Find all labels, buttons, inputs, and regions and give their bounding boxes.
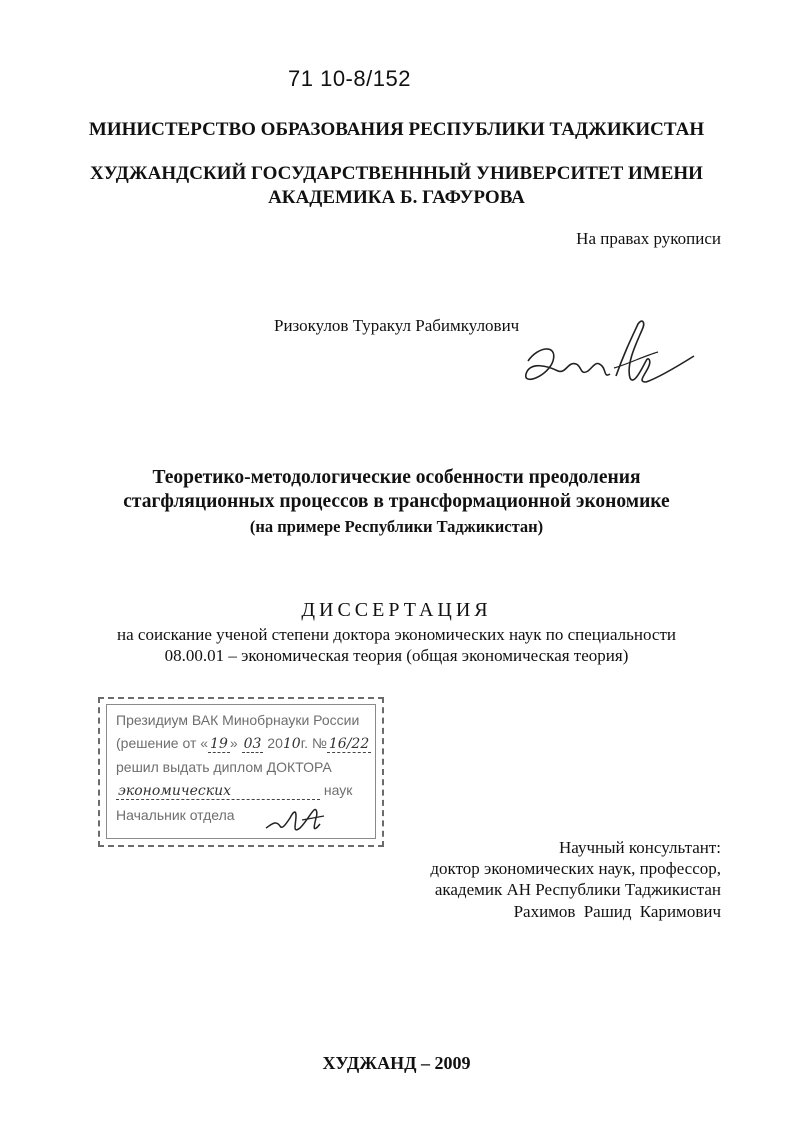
city-year: ХУДЖАНД – 2009 — [322, 1053, 471, 1073]
stamp-line3: решил выдать диплом ДОКТОРА — [116, 759, 332, 775]
registration-code: 71 10-8/152 — [288, 66, 411, 91]
advisor-name: Рахимов Рашид Каримович — [513, 902, 721, 921]
stamp-signature — [262, 804, 334, 838]
author-name: Ризокулов Туракул Рабимкулович — [274, 316, 520, 335]
author-signature — [518, 316, 698, 396]
ministry-heading: МИНИСТЕРСТВО ОБРАЗОВАНИЯ РЕСПУБЛИКИ ТАДЖИКИСТАН — [88, 119, 705, 140]
stamp-year-prefix: 20 — [267, 735, 283, 751]
stamp-day: 19 — [210, 736, 228, 752]
university-heading-line1: ХУДЖАНДСКИЙ ГОСУДАРСТВЕНННЫЙ УНИВЕРСИТЕТ ИМЕНИ — [90, 163, 703, 184]
stamp-line2 — [116, 735, 371, 752]
document-type: ДИССЕРТАЦИЯ — [301, 599, 492, 621]
stamp-quote-close: » — [229, 735, 238, 751]
advisor-title2: академик АН Республики Таджикистан — [434, 880, 721, 899]
university-heading-line2: АКАДЕМИКА Б. ГАФУРОВА — [268, 187, 525, 208]
stamp-line1: Президиум ВАК Минобрнауки России — [116, 712, 360, 728]
stamp-year: 10 — [282, 736, 301, 752]
degree-line1: на соискание ученой степени доктора экономических наук по специальности — [117, 625, 676, 644]
title-line1: Теоретико-методологические особенности преодоления — [152, 467, 641, 488]
stamp-month: 03 — [243, 736, 262, 752]
stamp-decision-prefix: (решение от « — [116, 735, 209, 751]
advisor-title1: доктор экономических наук, профессор, — [430, 859, 721, 878]
degree-line2: 08.00.01 – экономическая теория (общая экономическая теория) — [164, 646, 629, 665]
stamp-number-label: г. № — [300, 735, 327, 751]
stamp-line4 — [116, 782, 352, 800]
rights-note: На правах рукописи — [576, 229, 721, 248]
advisor-label: Научный консультант: — [559, 838, 721, 857]
stamp-line5: Начальник отдела — [116, 807, 235, 823]
stamp-field: экономических — [116, 783, 320, 800]
title-line3: (на примере Республики Таджикистан) — [249, 517, 544, 536]
title-line2: стагфляционных процессов в трансформационной экономике — [123, 491, 670, 512]
stamp-science-suffix: наук — [323, 782, 353, 798]
stamp-number: 16/22 — [328, 736, 370, 752]
